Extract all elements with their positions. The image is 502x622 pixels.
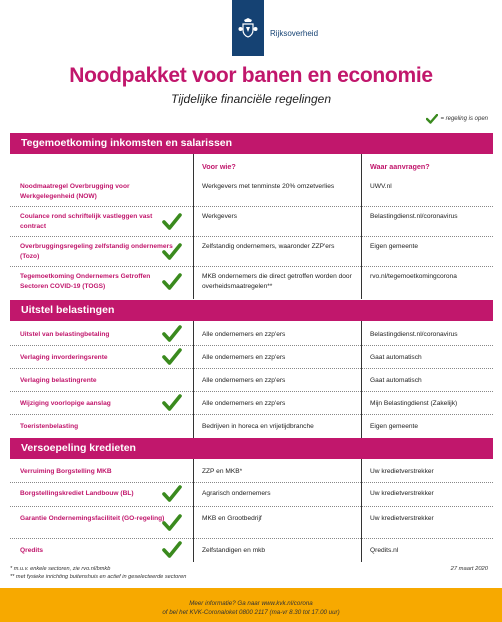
regeling-who: MKB en Grootbedrijf [202, 515, 262, 522]
regeling-where: Mijn Belastingdienst (Zakelijk) [370, 400, 458, 407]
regeling-name: Wijziging voorlopige aanslag [20, 400, 111, 407]
column-divider [193, 154, 194, 299]
regeling-where: Belastingdienst.nl/coronavirus [370, 331, 458, 338]
regeling-name: Overbruggingsregeling zelfstandig ondernemers (Tozo) [20, 243, 173, 260]
regeling-who: Zelfstandig ondernemers, waaronder ZZP'ers [202, 243, 335, 250]
regeling-where: Uw kredietverstrekker [370, 490, 434, 497]
regeling-name: Toeristenbelasting [20, 423, 79, 430]
regeling-where: Eigen gemeente [370, 243, 419, 250]
section-header-inkomsten: Tegemoetkoming inkomsten en salarissen [10, 133, 493, 154]
column-header-who: Voor wie? [202, 162, 236, 171]
column-header-where: Waar aanvragen? [370, 162, 430, 171]
check-icon [162, 541, 182, 559]
regeling-who: Werkgevers [202, 213, 238, 220]
regeling-where: Qredits.nl [370, 547, 399, 554]
check-icon [162, 348, 182, 366]
regeling-where: Uw kredietverstrekker [370, 515, 434, 522]
regeling-who: Alle ondernemers en zzp'ers [202, 354, 286, 361]
regeling-who: Agrarisch ondernemers [202, 490, 271, 497]
regeling-who: Werkgevers met tenminste 20% omzetverlies [202, 183, 335, 190]
info-line-2: of bel het KVK-Coronaloket 0800 2117 (ma-vr 8.30 tot 17.00 uur) [162, 609, 340, 617]
regeling-name: Tegemoetkoming Ondernemers Getroffen Sectoren COVID-19 (TOGS) [20, 273, 151, 290]
rijksoverheid-logo [232, 0, 318, 56]
regeling-who: ZZP en MKB* [202, 468, 243, 475]
column-divider [193, 459, 194, 562]
row-divider [10, 506, 493, 507]
regeling-who: Alle ondernemers en zzp'ers [202, 400, 286, 407]
regeling-where: Belastingdienst.nl/coronavirus [370, 213, 458, 220]
check-icon [426, 114, 438, 124]
row-divider [10, 368, 493, 369]
page-subtitle: Tijdelijke financiële regelingen [171, 92, 331, 106]
check-icon [162, 325, 182, 343]
section-header-belastingen: Uitstel belastingen [10, 300, 493, 321]
regeling-name: Verlaging belastingrente [20, 377, 97, 384]
logo-emblem [232, 0, 264, 56]
regeling-who: Zelfstandigen en mkb [202, 547, 266, 554]
row-divider [10, 266, 493, 267]
page-title: Noodpakket voor banen en economie [69, 64, 433, 87]
row-divider [10, 206, 493, 207]
info-banner [0, 588, 502, 622]
regeling-where: Gaat automatisch [370, 354, 422, 361]
regeling-who: Alle ondernemers en zzp'ers [202, 331, 286, 338]
regeling-where: Uw kredietverstrekker [370, 468, 434, 475]
footnote-1: * m.u.v. enkele sectoren, zie rvo.nl/bmkb [10, 566, 111, 572]
section-header-kredieten: Versoepeling kredieten [10, 438, 493, 459]
regeling-who: Bedrijven in horeca en vrijetijdbranche [202, 423, 314, 430]
column-divider [193, 321, 194, 438]
regeling-who: Alle ondernemers en zzp'ers [202, 377, 286, 384]
regeling-name: Borgstellingskrediet Landbouw (BL) [20, 490, 134, 497]
check-icon [162, 514, 182, 532]
row-divider [10, 538, 493, 539]
regeling-where: Gaat automatisch [370, 377, 422, 384]
legend-text: = regeling is open [440, 116, 488, 122]
regeling-name: Verlaging invorderingsrente [20, 354, 108, 361]
row-divider [10, 391, 493, 392]
regeling-name: Garantie Ondernemingsfaciliteit (GO-regeling) [20, 515, 165, 522]
row-divider [10, 345, 493, 346]
check-icon [162, 243, 182, 261]
regeling-who: MKB ondernemers die direct getroffen worden door overheidsmaatregelen** [202, 273, 352, 290]
row-divider [10, 414, 493, 415]
check-icon [162, 273, 182, 291]
coat-of-arms-icon [238, 17, 258, 39]
regeling-where: Eigen gemeente [370, 423, 419, 430]
row-divider [10, 482, 493, 483]
check-icon [162, 394, 182, 412]
footnote-2: ** met fysieke inrichting buitenshuis en actief in geselecteerde sectoren [10, 574, 187, 580]
regeling-name: Verruiming Borgstelling MKB [20, 468, 112, 475]
regeling-name: Coulance rond schriftelijk vastleggen vast contract [20, 213, 153, 230]
regeling-name: Noodmaatregel Overbrugging voor Werkgelegenheid (NOW) [20, 183, 130, 200]
legend [426, 114, 488, 124]
check-icon [162, 213, 182, 231]
regeling-name: Uitstel van belastingbetaling [20, 331, 110, 338]
publication-date: 27 maart 2020 [450, 566, 488, 572]
regeling-where: rvo.nl/tegemoetkomingcorona [370, 273, 457, 280]
logo-text: Rijksoverheid [270, 29, 319, 38]
regeling-where: UWV.nl [370, 183, 392, 190]
row-divider [10, 236, 493, 237]
check-icon [162, 485, 182, 503]
regeling-name: Qredits [20, 547, 44, 554]
info-line-1: Meer informatie? Ga naar www.kvk.nl/corona [189, 600, 313, 607]
